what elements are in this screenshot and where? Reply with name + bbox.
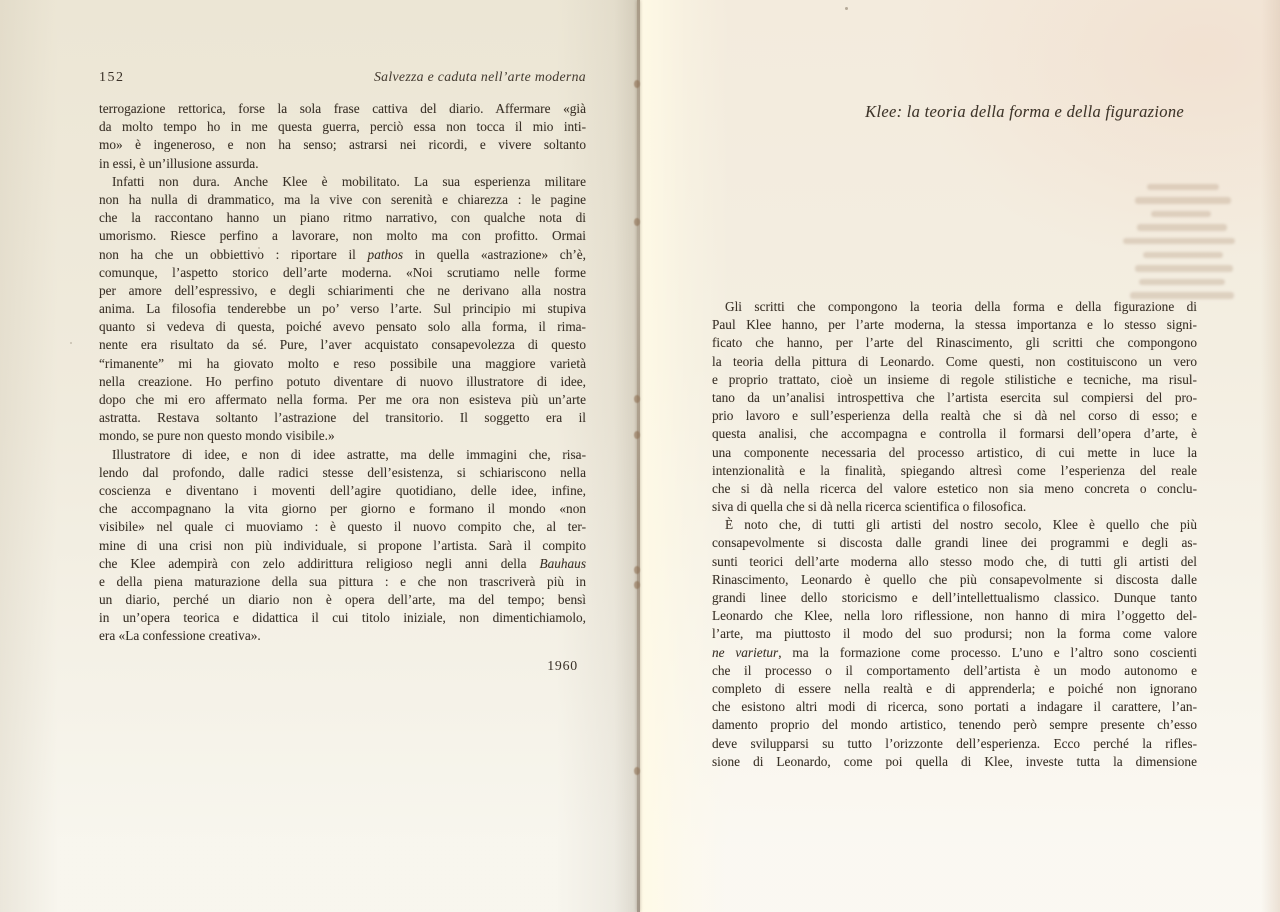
binding-stitch [634,80,640,88]
text-line: Leonardo che Klee, nella loro riflessione, non hanno di mira l’oggetto del- [712,608,1197,624]
text-line: intenzionalità e la finalità, spiegando altresì come l’esperienza del reale [712,462,1197,478]
text-line: prio lavoro e sull’esperienza della realtà che si dà nel corso di esso; e [712,408,1197,424]
dust-speck [70,342,72,344]
text-line: completo di essere nella realtà e di apprenderla; e poiché non ignorano [712,680,1197,696]
text-line: e proprio trattato, cioè un insieme di regole stilistiche e tecniche, ma risul- [712,371,1197,387]
ghost-text-line [1095,221,1237,235]
right-page-text [712,298,1197,771]
text-line: mondo, se pure non questo mondo visibile.» [99,428,335,444]
text-line: non ha nulla di drammatico, ma la vive con serenità e chiarezza : le pagine [99,191,586,207]
ghost-text-line [1095,262,1237,276]
text-line: dopo che mi ero affermato nella forma. Per me ora non esisteva più un’arte [99,392,586,407]
binding-stitch [634,431,640,439]
text-line: È noto che, di tutti gli artisti del nostro secolo, Klee è quello che più [725,517,1197,533]
text-line: che si dà nella ricerca del valore estetico non sia meno concreta o conclu- [712,480,1197,496]
text-line: mo» è ingeneroso, e non ha senso; astrarsi nei ricordi, e vivere soltanto [99,137,586,153]
text-line: astratta. Restava soltanto l’astrazione del transitorio. Il soggetto era il [99,410,586,426]
text-line: questa analisi, che accompagna e controlla il formarsi dell’opera d’arte, è [712,426,1197,442]
ghost-text-line [1095,248,1237,262]
text-line: lendo dal profondo, dalle radici stesse dell’esistenza, si schiariscono nella [99,464,586,480]
text-line: Paul Klee hanno, per l’arte moderna, la stessa importanza e lo stesso signi- [712,317,1197,333]
text-line: deve svilupparsi su tutto l’orizzonte dell’esperienza. Ecco perché la rifles- [712,735,1197,751]
text-line: anima. La filosofia tenderebbe un po’ verso l’arte. Sul principio mi stupiva [99,301,586,317]
text-line: la teoria della pittura di Leonardo. Come questi, non costituiscono un vero [712,353,1197,369]
text-line: un diario, perché un diario non è opera dell’arte, ma del tempo; bensì [99,592,586,608]
binding-stitch [634,395,640,403]
text-line: che la raccontano hanno un piano ritmo narrativo, con qualche nota di [99,210,586,226]
chapter-title: Klee: la teoria della forma e della figurazione [865,102,1184,121]
left-page-header [99,69,586,86]
ghost-text-line [1095,194,1237,208]
ghost-text-line [1095,207,1237,221]
show-through-ghost-text [1095,180,1237,302]
ghost-text-line [1095,180,1237,194]
text-line: tano da un’analisi introspettiva che l’artista esercita sul compiersi del pro- [712,389,1197,405]
text-line: ne varietur, ma la formazione come processo. L’uno e l’altro sono coscienti [712,644,1197,660]
text-line: per amore dell’espressivo, e degli schiarimenti che ne derivano alla nostra [99,282,586,298]
text-line: umorismo. Riesce perfino a lavorare, non molto ma con profitto. Ormai [99,228,586,244]
text-line: mine di una crisi non più individuale, si propone l’artista. Sarà il compito [99,537,586,553]
text-line: era «La confessione creativa». [99,628,261,644]
dust-speck [258,247,260,249]
text-line: che Klee adempirà con zelo addirittura religioso negli anni della Bauhaus [99,555,586,571]
dust-speck [845,7,848,10]
ghost-text-line [1095,234,1237,248]
text-line: nente era risultato da sé. Pure, l’aver acquistato consapevolezza di questo [99,337,586,353]
text-line: consapevolmente si discosta dalle grandi linee dei programmi e degli as- [712,535,1197,551]
binding-stitch [634,767,640,775]
text-line: ficato che hanno, per l’arte del Rinascimento, gli scritti che compongono [712,335,1197,351]
book-gutter [637,0,640,912]
text-line: in essi, è un’illusione assurda. [99,155,259,171]
text-line: Rinascimento, Leonardo è quello che più consapevolmente si discosta dalle [712,571,1197,587]
text-line: sione di Leonardo, come poi quella di Klee, investe tutta la dimensione [712,753,1197,769]
text-line: coscienza e diventano i moventi dell’agire quotidiano, delle idee, infine, [99,482,586,498]
text-line: siva di quella che si dà nella ricerca scientifica o filosofica. [712,499,1027,515]
text-line: Illustratore di idee, e non di idee astratte, ma delle immagini che, risa- [112,446,586,462]
date-line: 1960 [547,658,578,673]
binding-stitch [634,218,640,226]
text-line: damento proprio del mondo artistico, tenendo però sempre presente ch’esso [712,717,1197,733]
text-line: in un’opera teorica e didattica il cui titolo iniziale, non dimentichiamolo, [99,610,586,626]
binding-stitch [634,566,640,574]
text-line: nella creazione. Ho perfino potuto diventare di nuovo illustratore di idee, [99,373,586,389]
text-line: che il processo o il comportamento dell’artista è un modo autonomo e [712,662,1197,678]
text-line: che esistono altri modi di ricerca, sono portati a indagare il carattere, l’an- [712,699,1197,715]
text-line: visibile» nel quale ci muoviamo : è questo il nuovo compito che, al ter- [99,519,586,535]
text-line: grandi linee dello storicismo e dell’intellettualismo classico. Dunque tanto [712,590,1197,605]
text-line: non ha che un obbiettivo : riportare il pathos in quella «astrazione» ch’è, [99,246,586,262]
text-line: da molto tempo ho in me questa guerra, perciò essa non tocca il mio inti- [99,119,586,135]
text-line: che accompagnano la vita giorno per giorno e formano il mondo «non [99,501,586,517]
text-line: e della piena maturazione della sua pittura : e che non trascriverà più in [99,573,586,589]
text-line: terrogazione rettorica, forse la sola frase cattiva del diario. Affermare «già [99,101,586,116]
text-line: comunque, l’aspetto storico dell’arte moderna. «Noi scrutiamo nelle forme [99,264,586,280]
running-header: Salvezza e caduta nell’arte moderna [373,69,586,84]
text-line: sunti teorici dell’arte moderna allo stesso modo che, di tutti gli artisti del [712,553,1197,569]
text-line: una componente necessaria del processo artistico, di cui mette in luce la [712,444,1197,460]
text-line: quanto si vedeva di questa, poiché avevo pensato solo alla forma, il rima- [99,319,586,335]
binding-stitch [634,581,640,589]
text-line: l’arte, ma piuttosto il modo del suo prodursi; non la forma come valore [712,626,1197,642]
text-line: “rimanente” mi ha giovato molto e reso possibile una maggiore varietà [99,355,586,371]
left-page-text [99,100,586,646]
ghost-text-line [1095,275,1237,289]
text-line: Infatti non dura. Anche Klee è mobilitato. La sua esperienza militare [112,173,586,189]
page-number: 152 [99,70,125,85]
text-line: Gli scritti che compongono la teoria della forma e della figurazione di [725,299,1197,314]
